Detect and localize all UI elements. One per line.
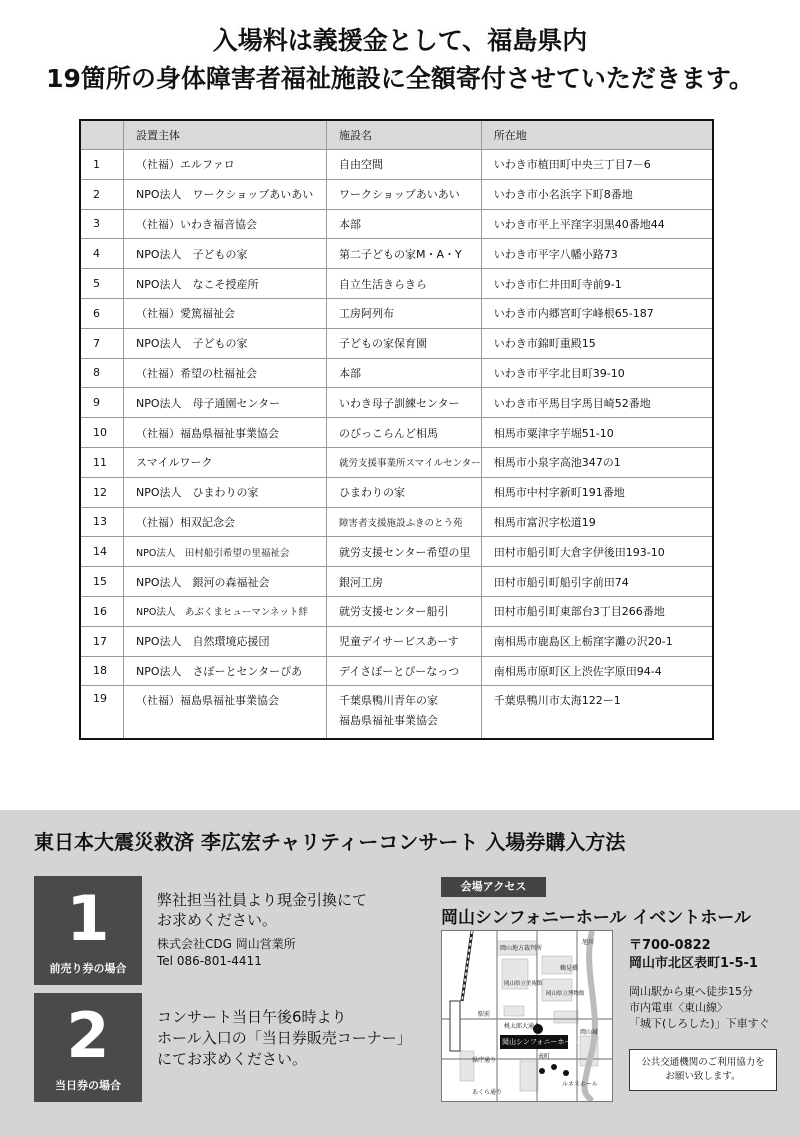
row-facility: デイさぽーとぴーなっつ — [327, 656, 482, 686]
row-no: 10 — [80, 418, 124, 448]
map-graphic — [442, 931, 612, 1101]
row-address: いわき市平馬目字馬目崎52番地 — [481, 388, 713, 418]
table-row — [80, 656, 713, 686]
row-org: NPO法人 なこそ授産所 — [124, 269, 327, 299]
method-1-number: 1 — [66, 882, 110, 955]
map-label-art-museum: 岡山県立美術館 — [504, 981, 543, 987]
row-facility: 第二子どもの家M・A・Y — [327, 239, 482, 269]
transit-notice — [629, 1049, 777, 1091]
row-org: （社福）いわき福音協会 — [124, 209, 327, 239]
row-org: NPO法人 ワークショップあいあい — [124, 179, 327, 209]
table-row — [80, 239, 713, 269]
row-no: 13 — [80, 507, 124, 537]
method-1-company: 株式会社CDG 岡山営業所 — [157, 937, 296, 951]
method-2-badge — [34, 993, 142, 1102]
row-facility: のびっこらんど相馬 — [327, 418, 482, 448]
method-2-line-2: ホール入口の「当日券販売コーナー」 — [157, 1029, 412, 1047]
header-line-2: 19箇所の身体障害者福祉施設に全額寄付させていただきます。 — [46, 64, 754, 93]
postal-code: 〒700-0822 — [629, 938, 711, 953]
table-row — [80, 537, 713, 567]
row-org: （社福）福島県福祉事業協会 — [124, 686, 327, 740]
row-address: 田村市船引町大倉字伊後田193-10 — [481, 537, 713, 567]
row-address: 相馬市中村字新町191番地 — [481, 477, 713, 507]
row-facility: 障害者支援施設ふきのとう苑 — [327, 507, 482, 537]
row-facility: 子どもの家保育園 — [327, 328, 482, 358]
method-2-line-3: にてお求めください。 — [157, 1050, 308, 1068]
table-row — [80, 209, 713, 239]
row-address: いわき市内郷宮町字峰根65-187 — [481, 298, 713, 328]
map-venue-label: 岡山シンフォニーホール — [502, 1038, 579, 1046]
table-row — [80, 507, 713, 537]
table-row — [80, 150, 713, 180]
purchase-title: 東日本大震災救済 李広宏チャリティーコンサート 入場券購入方法 — [34, 830, 626, 854]
venue-name: 岡山シンフォニーホール イベントホール — [441, 908, 751, 928]
row-org: NPO法人 あぶくまヒューマンネット絆 — [124, 596, 327, 626]
map-label-akura-street: あくら通り — [472, 1089, 503, 1096]
map-label-runes-hall: ルネスホール — [562, 1081, 598, 1088]
table-row — [80, 358, 713, 388]
facilities-table — [79, 119, 714, 740]
header-address: 所在地 — [481, 120, 713, 150]
row-org: （社福）希望の杜福祉会 — [124, 358, 327, 388]
row-no: 6 — [80, 298, 124, 328]
street-address: 岡山市北区表町1-5-1 — [629, 956, 758, 971]
row-no: 18 — [80, 656, 124, 686]
map-label-court: 岡山地方裁判所 — [500, 945, 543, 952]
row-address: いわき市小名浜字下町8番地 — [481, 179, 713, 209]
row-no: 7 — [80, 328, 124, 358]
row-no: 4 — [80, 239, 124, 269]
row-address: 田村市船引町東部台3丁目266番地 — [481, 596, 713, 626]
method-2-number: 2 — [66, 999, 110, 1072]
method-2-caption: 当日券の場合 — [55, 1079, 121, 1092]
table-row — [80, 626, 713, 656]
row-facility: いわき母子訓練センター — [327, 388, 482, 418]
method-2-text — [157, 1007, 412, 1070]
header-line-1: 入場料は義援金として、福島県内 — [212, 26, 588, 55]
method-1-line-2: お求めください。 — [157, 911, 278, 929]
row-org: （社福）福島県福祉事業協会 — [124, 418, 327, 448]
table-row — [80, 388, 713, 418]
venue-address — [629, 937, 758, 973]
row-org: （社福）エルファロ — [124, 150, 327, 180]
row-address: 南相馬市原町区上渋佐字原田94-4 — [481, 656, 713, 686]
map-label-asahi-river: 旭川 — [582, 939, 595, 946]
row-org: NPO法人 子どもの家 — [124, 239, 327, 269]
row-address: いわき市植田町中央三丁目7－6 — [481, 150, 713, 180]
row-facility: 自由空間 — [327, 150, 482, 180]
table-row — [80, 596, 713, 626]
header-banner — [0, 22, 800, 98]
route-line-1: 岡山駅から東へ徒歩15分 — [629, 985, 753, 998]
row-no: 16 — [80, 596, 124, 626]
row-org: NPO法人 自然環境応援団 — [124, 626, 327, 656]
row-address: いわき市平字北目町39-10 — [481, 358, 713, 388]
row-facility: 銀河工房 — [327, 567, 482, 597]
map-label-tsurumi-bridge: 鶴見橋 — [560, 965, 579, 972]
row-facility: ひまわりの家 — [327, 477, 482, 507]
table-row — [80, 477, 713, 507]
row-org: NPO法人 子どもの家 — [124, 328, 327, 358]
method-2-line-1: コンサート当日午後6時より — [157, 1008, 347, 1026]
row-facility: 工房阿列布 — [327, 298, 482, 328]
row-no: 3 — [80, 209, 124, 239]
row-address: いわき市仁井田町寺前9-1 — [481, 269, 713, 299]
map-label-okayama-castle: 岡山城 — [580, 1029, 599, 1036]
row-org: NPO法人 田村船引希望の里福祉会 — [124, 537, 327, 567]
map-label-ekimae: 駅前 — [478, 1011, 491, 1018]
map-label-omotecho: 表町 — [538, 1053, 551, 1060]
table-row — [80, 328, 713, 358]
row-no: 2 — [80, 179, 124, 209]
row-org: NPO法人 ひまわりの家 — [124, 477, 327, 507]
route-line-2: 市内電車〈東山線〉 — [629, 1001, 728, 1014]
table-row — [80, 567, 713, 597]
header-facility: 施設名 — [327, 120, 482, 150]
access-map — [441, 930, 613, 1102]
row-facility: 本部 — [327, 209, 482, 239]
row-org: NPO法人 さぽーとセンターぴあ — [124, 656, 327, 686]
row-no: 15 — [80, 567, 124, 597]
row-address: 千葉県鴨川市太海122ー1 — [481, 686, 713, 740]
row-org: （社福）愛篤福祉会 — [124, 298, 327, 328]
row-facility-line-1: 千葉県鴨川青年の家 — [339, 694, 438, 708]
row-address: いわき市平字八幡小路73 — [481, 239, 713, 269]
row-address: いわき市錦町重殿15 — [481, 328, 713, 358]
row-facility: 就労支援事業所スマイルセンター — [327, 447, 482, 477]
row-facility: 就労支援センター希望の里 — [327, 537, 482, 567]
header-no — [80, 120, 124, 150]
row-facility — [327, 686, 482, 740]
table-row — [80, 269, 713, 299]
row-address: 相馬市小泉字高池347の1 — [481, 447, 713, 477]
row-no: 12 — [80, 477, 124, 507]
row-facility: 本部 — [327, 358, 482, 388]
row-address: いわき市平上平窪字羽黒40番地44 — [481, 209, 713, 239]
row-no: 1 — [80, 150, 124, 180]
map-label-museum: 岡山県立博物館 — [546, 991, 585, 997]
table-row — [80, 418, 713, 448]
row-org: NPO法人 母子通園センター — [124, 388, 327, 418]
table-row — [80, 447, 713, 477]
access-tag: 会場アクセス — [441, 877, 546, 897]
route-info — [629, 984, 770, 1032]
map-label-momotaro-street: 桃太郎大通り — [504, 1023, 541, 1030]
row-address: 南相馬市鹿島区上栃窪字灘の沢20-1 — [481, 626, 713, 656]
route-line-3: 「城下(しろした)」下車すぐ — [629, 1017, 770, 1030]
method-1-caption: 前売り券の場合 — [49, 962, 127, 975]
method-1-text — [157, 890, 367, 970]
method-1-tel: Tel 086-801-4411 — [157, 954, 262, 968]
row-no: 9 — [80, 388, 124, 418]
method-1-line-1: 弊社担当社員より現金引換にて — [157, 891, 368, 909]
row-facility-line-2: 福島県福祉事業協会 — [339, 714, 438, 728]
row-facility: ワークショップあいあい — [327, 179, 482, 209]
row-no: 5 — [80, 269, 124, 299]
header-org: 設置主体 — [124, 120, 327, 150]
table-header-row — [80, 120, 713, 150]
method-1-badge — [34, 876, 142, 985]
notice-line-1: 公共交通機関のご利用協力を — [641, 1057, 765, 1068]
map-label-kencho-street: 県庁通り — [472, 1057, 497, 1064]
row-no: 19 — [80, 686, 124, 740]
row-org: NPO法人 銀河の森福祉会 — [124, 567, 327, 597]
table-row — [80, 298, 713, 328]
row-no: 14 — [80, 537, 124, 567]
table-row — [80, 179, 713, 209]
row-no: 11 — [80, 447, 124, 477]
notice-line-2: お願い致します。 — [665, 1071, 741, 1082]
row-facility: 自立生活きらきら — [327, 269, 482, 299]
table-row — [80, 686, 713, 740]
row-no: 8 — [80, 358, 124, 388]
row-facility: 児童デイサービスあーす — [327, 626, 482, 656]
row-facility: 就労支援センター船引 — [327, 596, 482, 626]
row-org: スマイルワーク — [124, 447, 327, 477]
row-address: 相馬市富沢字松道19 — [481, 507, 713, 537]
row-no: 17 — [80, 626, 124, 656]
row-org: （社福）相双記念会 — [124, 507, 327, 537]
row-address: 相馬市粟津字芋堀51-10 — [481, 418, 713, 448]
row-address: 田村市船引町船引字前田74 — [481, 567, 713, 597]
